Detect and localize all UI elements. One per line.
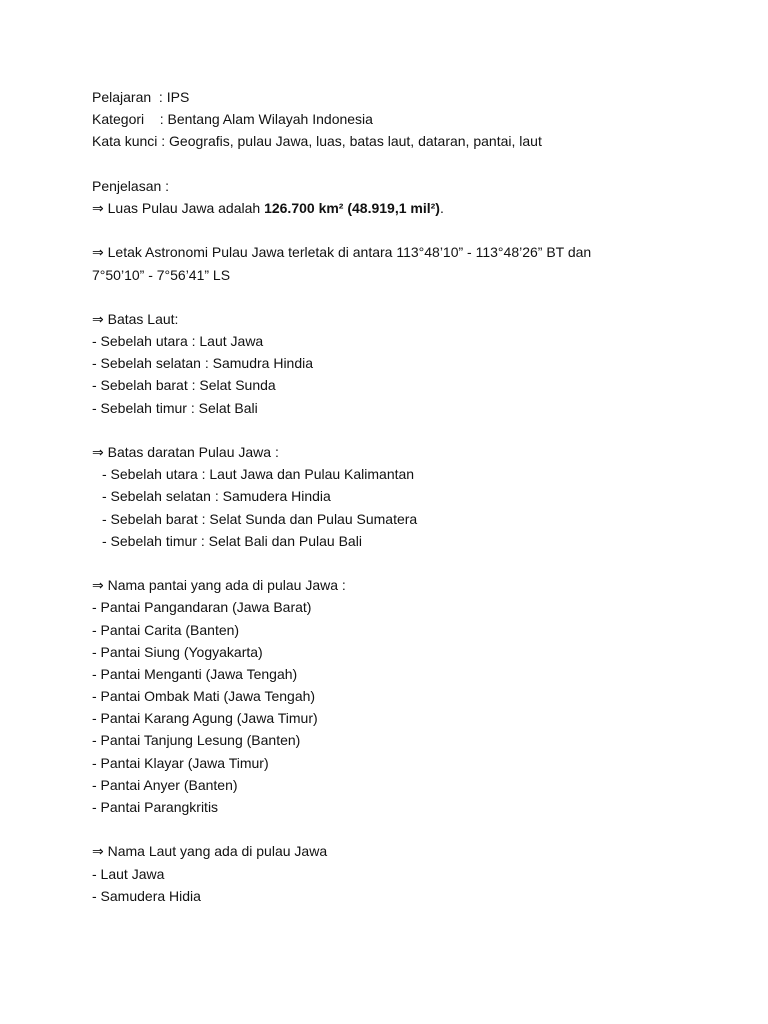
spacer <box>92 286 732 308</box>
pelajaran-line: Pelajaran : IPS <box>92 89 190 105</box>
document-page <box>92 86 732 907</box>
pantai-item: - Pantai Menganti (Jawa Tengah) <box>92 665 298 682</box>
spacer <box>92 153 732 175</box>
spacer <box>92 552 732 574</box>
batas-daratan-item: - Sebelah barat : Selat Sunda dan Pulau Sumatera <box>102 510 418 527</box>
laut-item: - Laut Jawa <box>92 865 165 882</box>
astronomi-line-2: 7°50’10” - 7°56’41” LS <box>92 266 231 283</box>
pantai-item: - Pantai Siung (Yogyakarta) <box>92 643 263 660</box>
pantai-item: - Pantai Carita (Banten) <box>92 621 240 638</box>
luas-prefix: ⇒ Luas Pulau Jawa adalah <box>92 199 265 216</box>
pantai-item: - Pantai Parangkritis <box>92 799 219 815</box>
batas-laut-item: - Sebelah selatan : Samudra Hindia <box>92 355 314 372</box>
pantai-item: - Pantai Pangandaran (Jawa Barat) <box>92 599 312 616</box>
pantai-item: - Pantai Klayar (Jawa Timur) <box>92 754 269 771</box>
spacer <box>92 818 732 840</box>
kata-kunci-line: Kata kunci : Geografis, pulau Jawa, luas, batas laut, dataran, pantai, laut <box>92 133 542 150</box>
luas-line <box>92 197 732 219</box>
spacer <box>92 219 732 241</box>
pantai-item: - Pantai Tanjung Lesung (Banten) <box>92 732 301 749</box>
batas-daratan-item: - Sebelah utara : Laut Jawa dan Pulau Kalimantan <box>102 466 415 483</box>
laut-heading: ⇒ Nama Laut yang ada di pulau Jawa <box>92 843 328 860</box>
laut-item: - Samudera Hidia <box>92 887 201 904</box>
batas-laut-item: - Sebelah barat : Selat Sunda <box>92 377 276 394</box>
pantai-item: - Pantai Karang Agung (Jawa Timur) <box>92 710 318 727</box>
batas-daratan-heading: ⇒ Batas daratan Pulau Jawa : <box>92 444 279 460</box>
batas-laut-item: - Sebelah timur : Selat Bali <box>92 399 258 416</box>
batas-daratan-item: - Sebelah timur : Selat Bali dan Pulau Bali <box>102 532 362 549</box>
spacer <box>92 419 732 441</box>
penjelasan-label: Penjelasan : <box>92 177 170 194</box>
pantai-heading: ⇒ Nama pantai yang ada di pulau Jawa : <box>92 577 346 594</box>
pantai-item: - Pantai Anyer (Banten) <box>92 776 238 793</box>
batas-laut-heading: ⇒ Batas Laut: <box>92 310 179 327</box>
pantai-item: - Pantai Ombak Mati (Jawa Tengah) <box>92 688 316 705</box>
luas-value: 126.700 km² (48.919,1 mil²) <box>264 199 440 216</box>
batas-daratan-item: - Sebelah selatan : Samudera Hindia <box>102 488 331 505</box>
luas-suffix: . <box>439 199 444 216</box>
kategori-line: Kategori : Bentang Alam Wilayah Indonesia <box>92 111 373 128</box>
batas-laut-item: - Sebelah utara : Laut Jawa <box>92 333 264 350</box>
astronomi-line-1: ⇒ Letak Astronomi Pulau Jawa terletak di antara 113°48’10” - 113°48’26” BT dan <box>92 244 592 261</box>
